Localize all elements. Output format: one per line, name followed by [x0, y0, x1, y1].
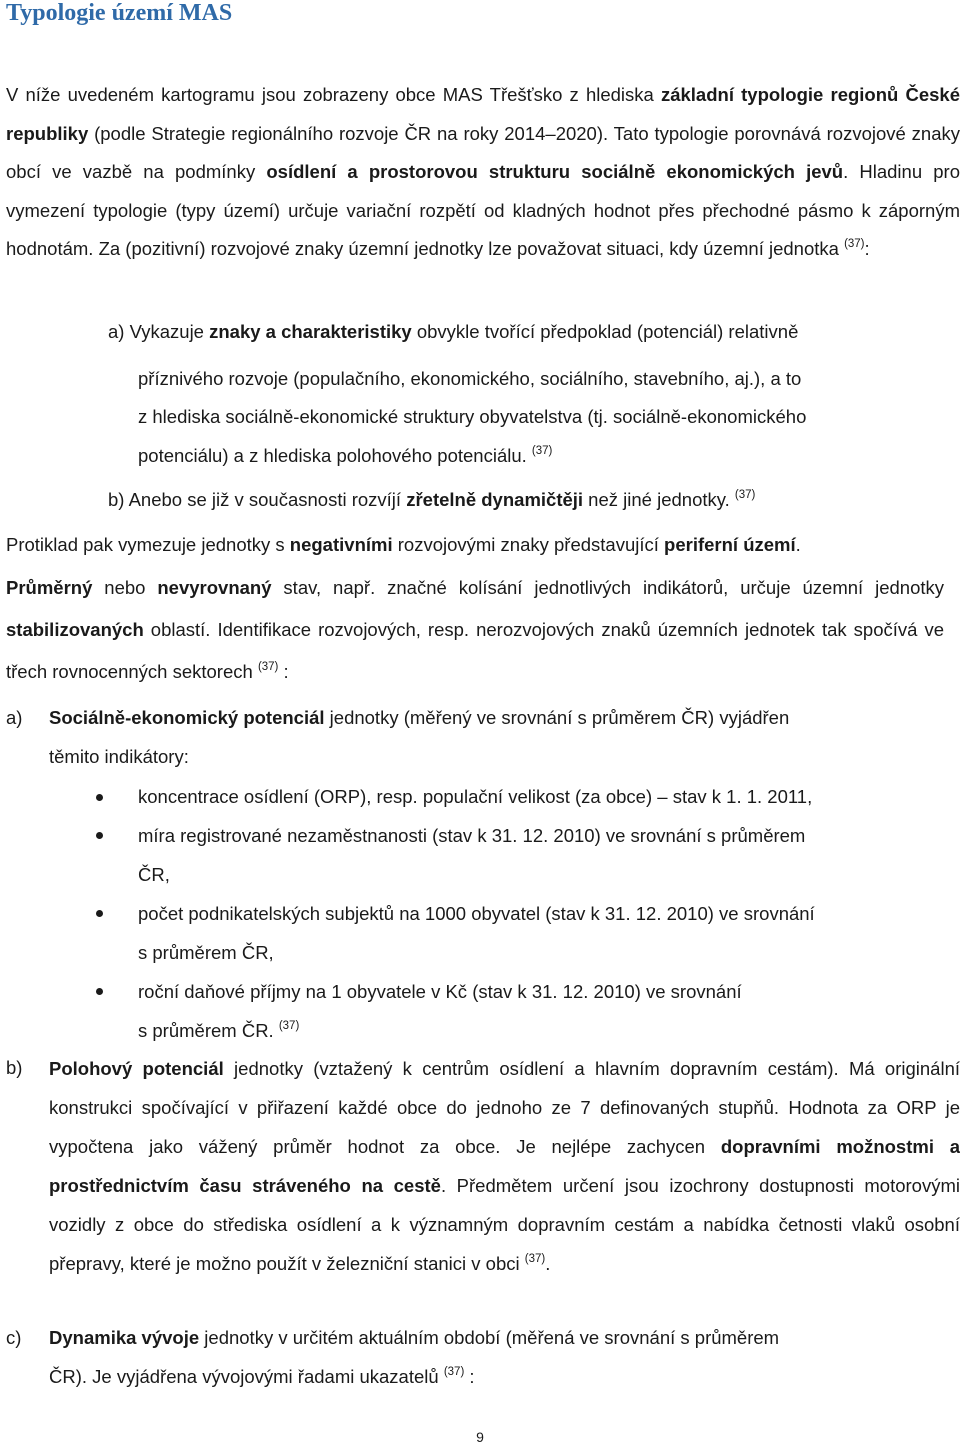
- bullet-item: roční daňové příjmy na 1 obyvatele v Kč (stav k 31. 12. 2010) ve srovnání: [138, 981, 742, 1002]
- list-item-a-line: příznivého rozvoje (populačního, ekonomického, sociálního, stavebního, aj.), a to: [138, 368, 802, 389]
- bullet-item: koncentrace osídlení (ORP), resp. populační velikost (za obce) – stav k 1. 1. 2011,: [138, 786, 813, 807]
- text-run: :: [464, 1366, 475, 1387]
- text-run: b) Anebo se již v současnosti rozvíjí: [108, 489, 407, 510]
- section-heading: Typologie území MAS: [6, 0, 233, 26]
- bold-run: periferní území: [664, 534, 796, 555]
- sector-a-line: [49, 705, 789, 731]
- text-run: oblastí. Identifikace rozvojových, resp. nerozvojových znaků územních jednotek tak spočívá ve třech rovnocenných sektorech: [6, 619, 944, 682]
- text-run: a) Vykazuje: [108, 321, 210, 342]
- bullet-item: počet podnikatelských subjektů na 1000 obyvatel (stav k 31. 12. 2010) ve srovnání: [138, 903, 815, 924]
- list-item-a-line: [138, 443, 552, 469]
- bold-run: Dynamika vývoje: [49, 1327, 200, 1348]
- page-number: 9: [476, 1429, 484, 1445]
- bullet-icon: [96, 910, 103, 917]
- bullet-icon: [96, 794, 103, 801]
- text-run: :: [864, 238, 870, 259]
- text-run: .: [795, 534, 801, 555]
- bold-run: dopravními možnostmi a prostřednictvím času stráveného na cestě: [49, 1136, 960, 1196]
- text-run: jednotky (vztažený k centrům osídlení a hlavním dopravním cestám). Má originální konstrukci spočívající v přiřazení každé obce do jednoho ze 7 definovaných stupňů. Hodnota za ORP je vypočtena jako vážený průměr hodnot za obce. Je nejlépe zachycen: [49, 1058, 960, 1157]
- text-run: jednotky v určitém aktuálním období (měřená ve srovnání s průměrem: [199, 1327, 780, 1348]
- text-run: (podle Strategie regionálního rozvoje ČR na roky 2014–2020). Tato typologie porovnává rozvojové znaky obcí ve vazbě na podmínky: [6, 122, 960, 182]
- sector-b-marker: b): [6, 1057, 23, 1078]
- sector-a-line: těmito indikátory:: [49, 746, 189, 767]
- bullet-item-cont: [138, 1018, 299, 1044]
- bold-run: stabilizovaných: [6, 619, 144, 640]
- text-run: V níže uvedeném kartogramu jsou zobrazeny obce MAS Třešťsko z hlediska: [6, 84, 661, 105]
- bold-run: zřetelně dynamičtěji: [406, 489, 584, 510]
- text-run: s průměrem ČR.: [138, 1020, 279, 1041]
- text-run: . Hladinu pro vymezení typologie (typy území) určuje variační rozpětí od kladných hodnot přes přechodné pásmo k záporným hodnotám. Za (pozitivní) rozvojové znaky územní jednotky lze považovat situaci, kdy územní jednotka: [6, 161, 960, 259]
- bullet-icon: [96, 988, 103, 995]
- list-item-a-line: z hlediska sociálně-ekonomické struktury obyvatelstva (tj. sociálně-ekonomického: [138, 406, 807, 427]
- text-run: stav, např. značné kolísání jednotlivých indikátorů, určuje územní jednotky: [271, 577, 945, 598]
- bold-run: základní typologie regionů České republiky: [6, 84, 960, 144]
- bold-run: nevyrovnaný: [157, 577, 272, 598]
- sector-c-marker: c): [6, 1327, 22, 1348]
- bold-run: negativními: [289, 534, 393, 555]
- list-item-a: [108, 319, 798, 345]
- bullet-item-cont: s průměrem ČR,: [138, 942, 274, 963]
- text-run: obvykle tvořící předpoklad (potenciál) relativně: [411, 321, 799, 342]
- text-run: :: [278, 661, 289, 682]
- text-run: .: [545, 1253, 551, 1274]
- text-run: než jiné jednotky.: [583, 489, 735, 510]
- text-run: potenciálu) a z hlediska polohového potenciálu.: [138, 445, 532, 466]
- bold-run: znaky a charakteristiky: [209, 321, 412, 342]
- sector-a-marker: a): [6, 707, 23, 728]
- text-run: ČR). Je vyjádřena vývojovými řadami ukazatelů: [49, 1366, 444, 1387]
- bold-run: Průměrný: [6, 577, 93, 598]
- average-paragraph: [6, 567, 944, 693]
- citation-ref: (37): [257, 661, 279, 673]
- citation-ref: (37): [734, 489, 756, 501]
- text-run: nebo: [92, 577, 158, 598]
- citation-ref: (37): [531, 445, 553, 457]
- citation-ref: (37): [524, 1253, 546, 1265]
- sector-c-line: [49, 1364, 475, 1390]
- bold-run: Sociálně-ekonomický potenciál: [49, 707, 325, 728]
- sector-b-paragraph: [49, 1049, 960, 1283]
- bold-run: Polohový potenciál: [49, 1058, 224, 1079]
- text-run: Protiklad pak vymezuje jednotky s: [6, 534, 290, 555]
- text-run: jednotky (měřený ve srovnání s průměrem ČR) vyjádřen: [324, 707, 790, 728]
- text-run: . Předmětem určení jsou izochrony dostupnosti motorovými vozidly z obce do střediska osídlení a k významným dopravním cestám a nabídka četnosti vlaků osobní přepravy, které je možno použít v železniční stanici v obci: [49, 1175, 960, 1274]
- intro-paragraph: [6, 76, 960, 269]
- contrast-paragraph: [6, 532, 801, 558]
- text-run: rozvojovými znaky představující: [392, 534, 665, 555]
- citation-ref: (37): [844, 238, 865, 250]
- citation-ref: (37): [278, 1020, 300, 1032]
- bullet-item-cont: ČR,: [138, 864, 170, 885]
- bullet-item: míra registrované nezaměstnanosti (stav k 31. 12. 2010) ve srovnání s průměrem: [138, 825, 806, 846]
- citation-ref: (37): [443, 1366, 465, 1378]
- list-item-b: [108, 487, 755, 513]
- bullet-icon: [96, 832, 103, 839]
- sector-c-line: [49, 1325, 779, 1351]
- bold-run: osídlení a prostorovou strukturu sociálně ekonomických jevů: [266, 161, 844, 182]
